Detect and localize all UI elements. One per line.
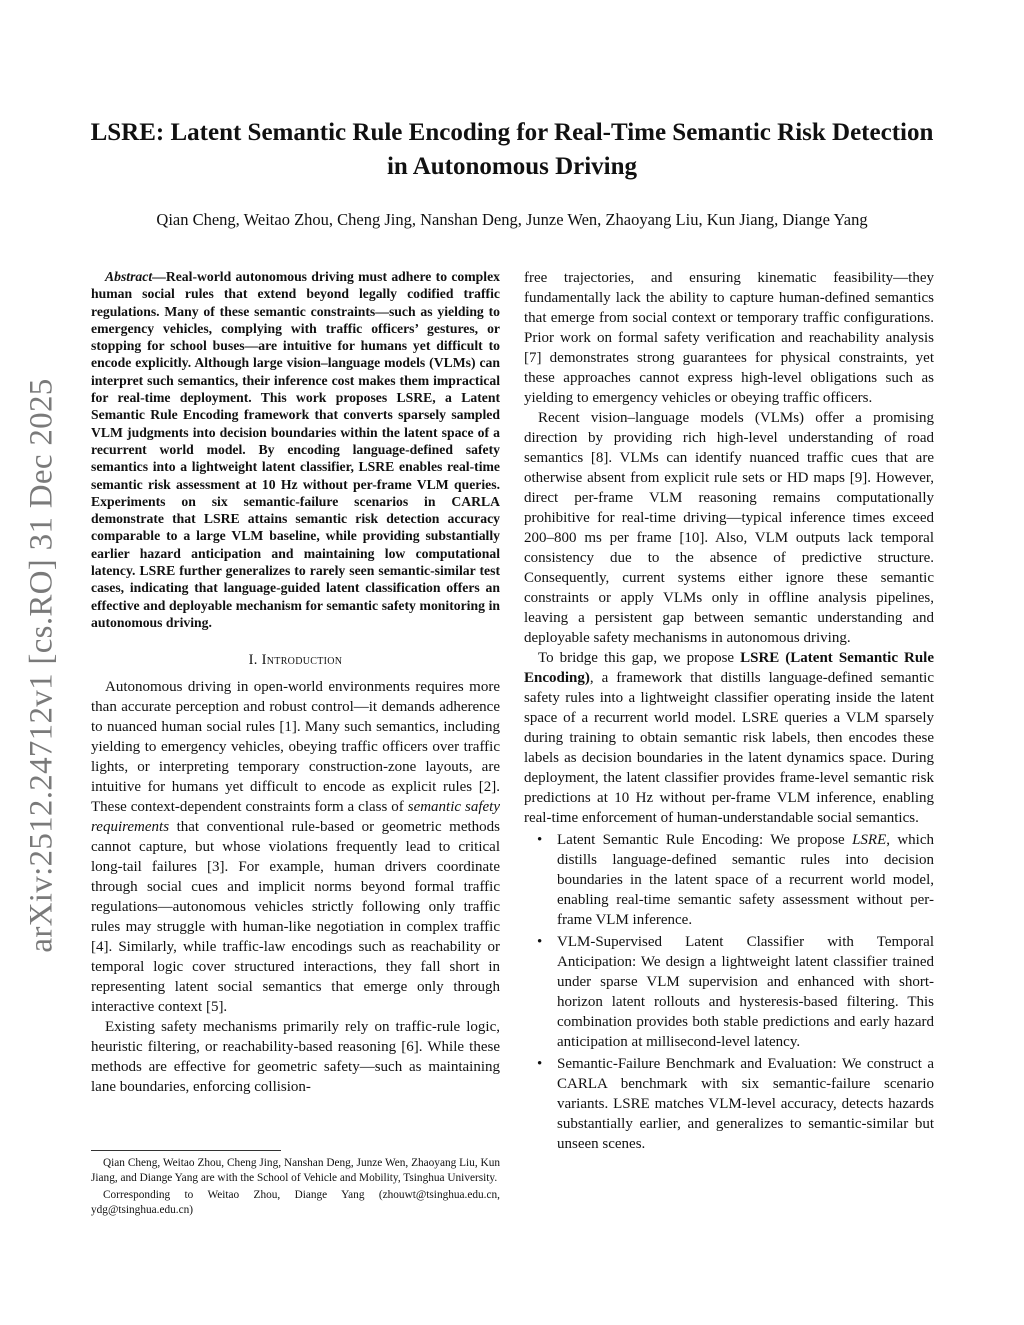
contribution-text: Semantic-Failure Benchmark and Evaluation: We construct a CARLA benchmark with six semantic-failure scenario variants. LSRE matches VLM-level accuracy, detects hazards substantially earlier, and generalizes to semantic-similar but unseen scenes.	[557, 1056, 934, 1152]
author-list: Qian Cheng, Weitao Zhou, Cheng Jing, Nanshan Deng, Junze Wen, Zhaoyang Liu, Kun Jiang, Diange Yang	[156, 210, 868, 229]
bullet-icon: •	[537, 1056, 543, 1072]
section-numeral: I.	[248, 652, 262, 669]
right-paragraph-2: Recent vision–language models (VLMs) offer a promising direction by providing rich high-level understanding of road semantics [8]. VLMs can identify nuanced traffic cues that are otherwise absent from explicit rule sets or HD maps [9]. However, direct per-frame VLM reasoning remains computationally prohibitive for real-time driving—typical inference times exceed 200–800 ms per frame [10]. Also, VLM outputs lack temporal consistency due to the absence of predictive structure. Consequently, current systems either ignore these semantic constraints or apply VLMs only in offline analysis pipelines, leaving a persistent gap between semantic understanding and deployable safety mechanisms in autonomous driving.	[524, 410, 934, 646]
section-heading-introduction	[91, 650, 500, 670]
arxiv-identifier-text: arXiv:2512.24712v1 [cs.RO] 31 Dec 2025	[23, 377, 60, 953]
right-paragraph-3-part-a: To bridge this gap, we propose	[538, 650, 741, 666]
contribution-text: Latent Semantic Rule Encoding: We propose	[557, 832, 853, 848]
left-column	[91, 268, 500, 1097]
footnote-affiliation: Qian Cheng, Weitao Zhou, Cheng Jing, Nanshan Deng, Junze Wen, Zhaoyang Liu, Kun Jiang, and Diange Yang are with the School of Vehicle and Mobility, Tsinghua University.	[91, 1157, 500, 1184]
contribution-emphasis: LSRE	[852, 832, 887, 848]
section-title: Introduction	[261, 652, 343, 669]
right-paragraph-3	[524, 648, 934, 828]
contribution-item	[524, 830, 934, 930]
abstract-label: Abstract	[105, 269, 153, 284]
abstract-dash: —	[152, 269, 166, 284]
footnote-corresponding: Corresponding to Weitao Zhou, Diange Yang (zhouwt@tsinghua.edu.cn, ydg@tsinghua.edu.cn)	[91, 1189, 500, 1216]
bullet-icon: •	[537, 832, 543, 848]
paper-title: LSRE: Latent Semantic Rule Encoding for Real-Time Semantic Risk Detection in Autonomous Driving	[90, 119, 934, 180]
footnote-divider	[91, 1150, 281, 1151]
contribution-list	[524, 830, 934, 1154]
abstract	[91, 268, 500, 631]
arxiv-identifier-stamp	[22, 370, 62, 960]
contribution-item	[524, 1054, 934, 1154]
right-paragraph-3-strong: LSRE (Latent Semantic Rule Encoding)	[524, 650, 934, 686]
intro-paragraph-1	[91, 677, 500, 1017]
bullet-icon: •	[537, 934, 543, 950]
abstract-text: Real-world autonomous driving must adhere to complex human social rules that extend beyond legally codified traffic regulations. Many of these semantic constraints—such as yielding to emergency vehicles, complying with traffic officers’ gestures, or stopping for school buses—are intuitive for humans yet difficult to encode explicitly. Although large vision–language models (VLMs) can interpret such semantics, their inference cost makes them impractical for real-time deployment. This work proposes LSRE, a Latent Semantic Rule Encoding framework that converts sparsely sampled VLM judgments into decision boundaries within the latent space of a recurrent world model. By encoding language-defined safety semantics into a lightweight latent classifier, LSRE enables real-time semantic risk assessment at 10 Hz without per-frame VLM queries. Experiments on six semantic-failure scenarios in CARLA demonstrate that LSRE attains semantic risk detection accuracy comparable to a large VLM baseline, while providing substantially earlier hazard anticipation and maintaining low computational latency. LSRE further generalizes to rarely seen semantic-similar test cases, indicating that language-guided latent classification offers an effective and deployable mechanism for semantic safety monitoring in autonomous driving.	[91, 269, 500, 630]
intro-paragraph-1-emphasis: semantic safety requirements	[91, 799, 500, 836]
intro-paragraph-1-part-a: Autonomous driving in open-world environments requires more than accurate perception and robust control—it demands adherence to nuanced human social rules [1]. Many such semantics, including yielding to emergency vehicles, obeying traffic officers over traffic lights, or interpreting temporary construction-zone layouts, are intuitive for humans yet difficult to encode as explicit rules [2]. These context-dependent constraints form a class of	[91, 679, 500, 816]
contribution-text: VLM-Supervised Latent Classifier with Temporal Anticipation: We design a lightweight latent classifier trained under sparse VLM supervision and enhanced with short-horizon latent rollouts and hysteresis-based filtering. This combination provides both stable predictions and early hazard anticipation at millisecond-level latency.	[557, 934, 934, 1050]
footnotes	[91, 1156, 500, 1220]
right-column	[524, 268, 934, 1156]
intro-paragraph-2: Existing safety mechanisms primarily rely on traffic-rule logic, heuristic filtering, or reachability-based reasoning [6]. While these methods are effective for geometric safety—such as maintaining lane boundaries, enforcing collision-	[91, 1019, 500, 1096]
contribution-item	[524, 932, 934, 1052]
intro-paragraph-1-part-b: that conventional rule-based or geometric methods cannot capture, but whose violations frequently lead to critical long-tail failures [3]. For example, human drivers coordinate through social cues and implicit norms beyond formal traffic regulations—autonomous vehicles strictly following only traffic rules may struggle with human-like negotiation in complex traffic [4]. Similarly, while traffic-law encodings such as reachability or temporal logic cover structured interactions, they fall short in representing latent social semantics that emerge only through interactive context [5].	[91, 819, 500, 1016]
right-paragraph-3-part-b: , a framework that distills language-defined semantic safety rules into a lightweight classifier operating inside the latent space of a recurrent world model. LSRE queries a VLM sparsely during training to obtain semantic risk labels, then encodes these labels as decision boundaries in the latent dynamics space. During deployment, the latent classifier provides frame-level semantic risk predictions at 10 Hz without per-frame VLM inference, enabling real-time enforcement of human-understandable social semantics.	[524, 670, 934, 826]
right-paragraph-1: free trajectories, and ensuring kinematic feasibility—they fundamentally lack the ability to capture human-defined semantics that emerge from social context or temporary traffic configurations. Prior work on formal safety verification and reachability analysis [7] demonstrates strong guarantees for physical constraints, yet these approaches cannot express high-level obligations such as yielding to emergency vehicles or obeying traffic officers.	[524, 270, 934, 406]
contribution-text-rest: , which distills language-defined semantic rules into decision boundaries in the latent space of a recurrent world model, enabling real-time semantic safety assessment without per-frame VLM inference.	[557, 832, 934, 928]
